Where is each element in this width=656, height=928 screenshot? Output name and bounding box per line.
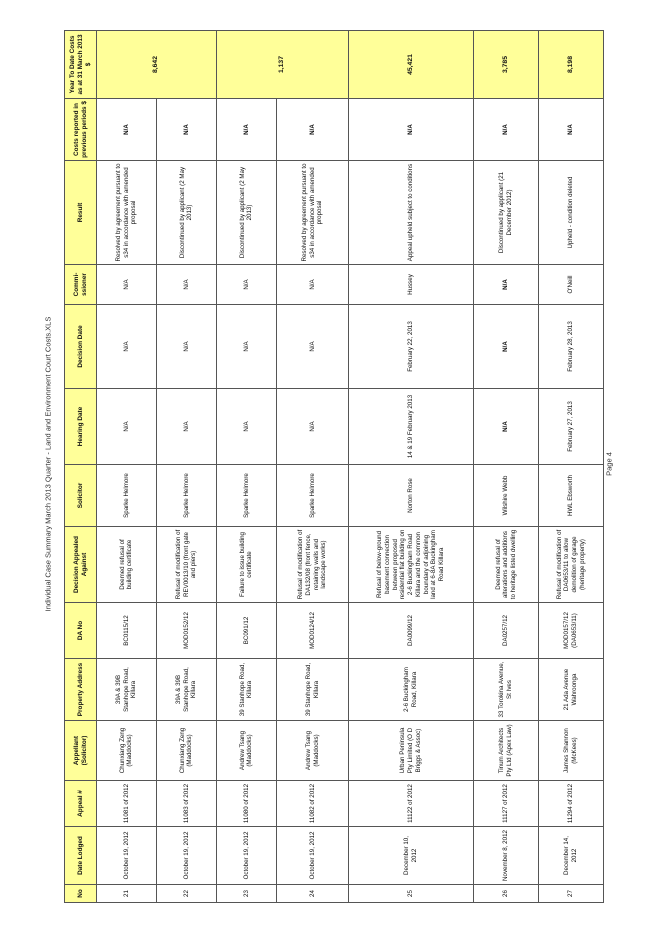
cell-prev-costs: N/A xyxy=(276,99,348,161)
cell-no: 23 xyxy=(216,885,276,903)
cell-ytd-costs: 8,198 xyxy=(539,31,604,99)
cell-date-lodged: October 19, 2012 xyxy=(156,827,216,885)
col-header: No xyxy=(65,885,97,903)
cell-decision-date: N/A xyxy=(156,305,216,389)
cell-result: Resolved by agreement pursuant to s34 in accordance with amended proposal xyxy=(276,161,348,265)
cell-da-no: MOD0124/12 xyxy=(276,603,348,659)
cell-ytd-costs: 3,785 xyxy=(473,31,539,99)
cell-commissioner: N/A xyxy=(473,265,539,305)
page-header: Individual Case Summary March 2013 Quarter - Land and Environment Court Costs.XLS xyxy=(43,316,53,612)
cell-address: 33 Torokina Avenue, St Ives xyxy=(473,659,539,721)
col-header: Year To Date Costs as at 31 March 2013 $ xyxy=(65,31,97,99)
cell-result: Resolved by agreement pursuant to s34 in accordance with amended proposal xyxy=(97,161,157,265)
cell-result: Discontinued by applicant (21 December 2012) xyxy=(473,161,539,265)
cell-prev-costs: N/A xyxy=(539,99,604,161)
cell-appellant: Urban Peninsula Pty Limited (O D Briggs & Assoc) xyxy=(349,721,473,781)
cell-commissioner: N/A xyxy=(216,265,276,305)
cell-decision-date: February 22, 2013 xyxy=(349,305,473,389)
cell-date-lodged: December 14, 2012 xyxy=(539,827,604,885)
cell-da-no: MOD0152/12 xyxy=(156,603,216,659)
cell-hearing-date: N/A xyxy=(97,389,157,465)
cell-no: 21 xyxy=(97,885,157,903)
cell-date-lodged: October 19, 2012 xyxy=(97,827,157,885)
cell-decision: Refusal of modification of DA132/08 (front fence, retaining walls and landscape works) xyxy=(276,527,348,603)
page-number: Page 4 xyxy=(604,452,614,476)
cell-date-lodged: November 8, 2012 xyxy=(473,827,539,885)
cell-prev-costs: N/A xyxy=(156,99,216,161)
case-summary-table xyxy=(64,30,604,903)
col-header: Result xyxy=(65,161,97,265)
cell-address: 39 Stanhope Road, Killara xyxy=(276,659,348,721)
col-header: Costs reported in previous periods $ xyxy=(65,99,97,161)
cell-solicitor: Sparke Helmore xyxy=(156,465,216,527)
cell-decision: Deemed refusal of alterations and additions to heritage listed dwelling xyxy=(473,527,539,603)
cell-commissioner: Hussey xyxy=(349,265,473,305)
cell-date-lodged: October 19, 2012 xyxy=(216,827,276,885)
col-header: Appeal # xyxy=(65,781,97,827)
cell-result: Discontinued by applicant (2 May 2013) xyxy=(156,161,216,265)
cell-solicitor: Sparke Helmore xyxy=(97,465,157,527)
cell-decision: Refusal of below-ground basement connection between proposed residential flat building on 2-6 Buckingham Road Killara and the common boundary of adjoining land at 6-8A Buckingham Road Killara xyxy=(349,527,473,603)
case-summary-table-wrapper xyxy=(64,31,604,903)
cell-commissioner: N/A xyxy=(156,265,216,305)
cell-result: Appeal upheld subject to conditions xyxy=(349,161,473,265)
cell-prev-costs: N/A xyxy=(216,99,276,161)
cell-hearing-date: N/A xyxy=(216,389,276,465)
col-header: Property Address xyxy=(65,659,97,721)
cell-decision: Deemed refusal of building certificate xyxy=(97,527,157,603)
col-header: Date Lodged xyxy=(65,827,97,885)
cell-decision-date: N/A xyxy=(97,305,157,389)
cell-address: 2-6 Buckingham Road, Killara xyxy=(349,659,473,721)
cell-address: 39A & 39B Stanhope Road, Killara xyxy=(156,659,216,721)
cell-no: 24 xyxy=(276,885,348,903)
cell-appellant: Chunxiang Zeng (Maddocks) xyxy=(97,721,157,781)
cell-hearing-date: 14 & 19 February 2013 xyxy=(349,389,473,465)
cell-hearing-date: N/A xyxy=(473,389,539,465)
cell-no: 27 xyxy=(539,885,604,903)
cell-decision: Refusal of modification of DA0653/11 to allow demolition of garage (heritage property) xyxy=(539,527,604,603)
table-header-row xyxy=(65,31,97,903)
cell-date-lodged: October 19, 2012 xyxy=(276,827,348,885)
cell-prev-costs: N/A xyxy=(97,99,157,161)
cell-address: 39A & 39B Stanhope Road, Killara xyxy=(97,659,157,721)
cell-no: 25 xyxy=(349,885,473,903)
col-header: Decision Date xyxy=(65,305,97,389)
cell-decision: Failure to issue building certificate xyxy=(216,527,276,603)
cell-solicitor: Wilshire Webb xyxy=(473,465,539,527)
cell-appellant: Andrew Tsang (Maddocks) xyxy=(216,721,276,781)
cell-ytd-costs: 8,642 xyxy=(97,31,217,99)
cell-da-no: DA0257/12 xyxy=(473,603,539,659)
col-header: Appellant (Solicitor) xyxy=(65,721,97,781)
cell-appeal: 11081 of 2012 xyxy=(97,781,157,827)
cell-appeal: 11082 of 2012 xyxy=(276,781,348,827)
cell-result: Upheld - condition deleted xyxy=(539,161,604,265)
cell-appeal: 11127 of 2012 xyxy=(473,781,539,827)
cell-no: 26 xyxy=(473,885,539,903)
cell-appeal: 11083 of 2012 xyxy=(156,781,216,827)
cell-da-no: BC091/12 xyxy=(216,603,276,659)
cell-solicitor: HWL Ebsworth xyxy=(539,465,604,527)
cell-decision-date: N/A xyxy=(473,305,539,389)
cell-commissioner: N/A xyxy=(276,265,348,305)
cell-date-lodged: December 10, 2012 xyxy=(349,827,473,885)
cell-hearing-date: N/A xyxy=(156,389,216,465)
cell-solicitor: Sparke Helmore xyxy=(216,465,276,527)
cell-appellant: Tinum Architects Pty Ltd (Apex Law) xyxy=(473,721,539,781)
col-header: DA No xyxy=(65,603,97,659)
col-header: Decision Appealed Against xyxy=(65,527,97,603)
cell-commissioner: O'Neill xyxy=(539,265,604,305)
cell-ytd-costs: 1,137 xyxy=(216,31,348,99)
cell-solicitor: Norton Rose xyxy=(349,465,473,527)
cell-result: Discontinued by applicant (2 May 2013) xyxy=(216,161,276,265)
cell-appellant: Chunxiang Zeng (Maddocks) xyxy=(156,721,216,781)
cell-appellant: James Shannon (McKees) xyxy=(539,721,604,781)
table-row xyxy=(473,31,539,903)
cell-da-no: BC0115/12 xyxy=(97,603,157,659)
cell-hearing-date: February 27, 2013 xyxy=(539,389,604,465)
cell-appeal: 11080 of 2012 xyxy=(216,781,276,827)
cell-ytd-costs: 45,421 xyxy=(349,31,473,99)
cell-prev-costs: N/A xyxy=(349,99,473,161)
cell-appeal: 11122 of 2012 xyxy=(349,781,473,827)
col-header: Hearing Date xyxy=(65,389,97,465)
cell-solicitor: Sparke Helmore xyxy=(276,465,348,527)
table-row xyxy=(156,31,216,903)
table-row xyxy=(276,31,348,903)
table-row xyxy=(97,31,157,903)
cell-address: 21 Ada Avenue Wahroonga xyxy=(539,659,604,721)
cell-prev-costs: N/A xyxy=(473,99,539,161)
cell-no: 22 xyxy=(156,885,216,903)
col-header: Commi-ssioner xyxy=(65,265,97,305)
cell-decision-date: N/A xyxy=(276,305,348,389)
cell-commissioner: N/A xyxy=(97,265,157,305)
table-row xyxy=(539,31,604,903)
cell-da-no: DA0099/12 xyxy=(349,603,473,659)
cell-appellant: Andrew Tsang (Maddocks) xyxy=(276,721,348,781)
cell-address: 39 Stanhope Road, Killara xyxy=(216,659,276,721)
table-row xyxy=(349,31,473,903)
cell-decision-date: N/A xyxy=(216,305,276,389)
cell-appeal: 11294 of 2012 xyxy=(539,781,604,827)
cell-hearing-date: N/A xyxy=(276,389,348,465)
cell-decision-date: February 28, 2013 xyxy=(539,305,604,389)
cell-decision: Refusal of modification of REV0013/10 (front gate and piers) xyxy=(156,527,216,603)
cell-da-no: MOD0157/12 (DA0653/11) xyxy=(539,603,604,659)
table-row xyxy=(216,31,276,903)
col-header: Solicitor xyxy=(65,465,97,527)
